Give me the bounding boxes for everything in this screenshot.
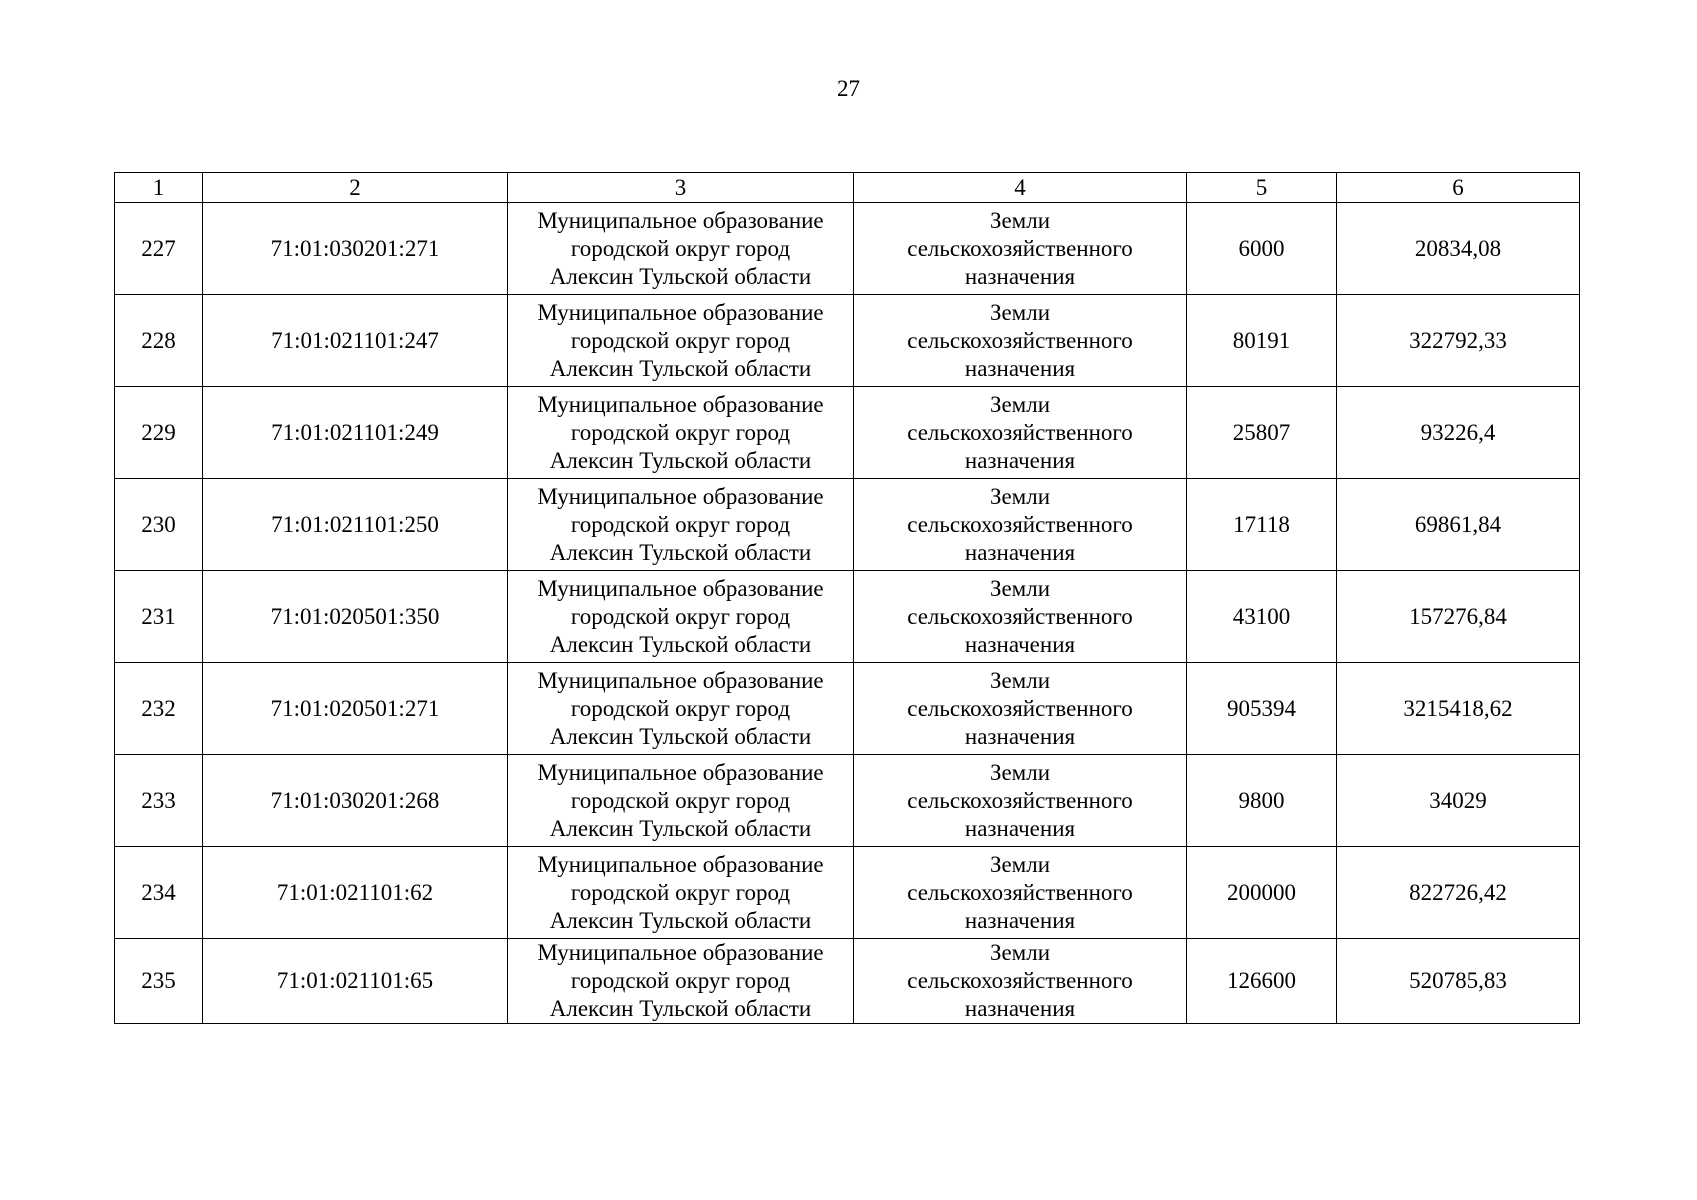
owner: Муниципальное образование городской округ город Алексин Тульской области (508, 571, 854, 663)
column-header: 5 (1187, 173, 1337, 203)
area: 200000 (1187, 847, 1337, 939)
land-category: Земли сельскохозяйственного назначения (854, 939, 1187, 1024)
land-category: Земли сельскохозяйственного назначения (854, 203, 1187, 295)
cadastral-number: 71:01:021101:249 (203, 387, 508, 479)
area: 126600 (1187, 939, 1337, 1024)
row-number: 230 (115, 479, 203, 571)
column-header: 2 (203, 173, 508, 203)
table-row (115, 203, 1580, 295)
cadastral-value: 69861,84 (1337, 479, 1580, 571)
row-number: 228 (115, 295, 203, 387)
row-number: 231 (115, 571, 203, 663)
table-header-row (115, 173, 1580, 203)
owner: Муниципальное образование городской округ город Алексин Тульской области (508, 663, 854, 755)
cadastral-value: 3215418,62 (1337, 663, 1580, 755)
row-number: 234 (115, 847, 203, 939)
cadastral-value: 157276,84 (1337, 571, 1580, 663)
owner: Муниципальное образование городской округ город Алексин Тульской области (508, 203, 854, 295)
row-number: 229 (115, 387, 203, 479)
table-row (115, 755, 1580, 847)
area: 9800 (1187, 755, 1337, 847)
row-number: 227 (115, 203, 203, 295)
table-row (115, 663, 1580, 755)
cadastral-number: 71:01:021101:62 (203, 847, 508, 939)
cadastral-value: 34029 (1337, 755, 1580, 847)
land-category: Земли сельскохозяйственного назначения (854, 663, 1187, 755)
land-category: Земли сельскохозяйственного назначения (854, 295, 1187, 387)
cadastral-value: 520785,83 (1337, 939, 1580, 1024)
table-row (115, 479, 1580, 571)
area: 17118 (1187, 479, 1337, 571)
table-row (115, 939, 1580, 1024)
page-number: 27 (837, 76, 860, 101)
column-header: 4 (854, 173, 1187, 203)
column-header: 6 (1337, 173, 1580, 203)
table-row (115, 295, 1580, 387)
cadastral-number: 71:01:021101:65 (203, 939, 508, 1024)
owner: Муниципальное образование городской округ город Алексин Тульской области (508, 939, 854, 1024)
owner: Муниципальное образование городской округ город Алексин Тульской области (508, 479, 854, 571)
cadastral-value: 93226,4 (1337, 387, 1580, 479)
owner: Муниципальное образование городской округ город Алексин Тульской области (508, 755, 854, 847)
owner: Муниципальное образование городской округ город Алексин Тульской области (508, 295, 854, 387)
area: 43100 (1187, 571, 1337, 663)
cadastral-value: 822726,42 (1337, 847, 1580, 939)
cadastral-number: 71:01:030201:268 (203, 755, 508, 847)
area: 6000 (1187, 203, 1337, 295)
row-number: 233 (115, 755, 203, 847)
land-category: Земли сельскохозяйственного назначения (854, 571, 1187, 663)
land-category: Земли сельскохозяйственного назначения (854, 847, 1187, 939)
column-header: 3 (508, 173, 854, 203)
land-category: Земли сельскохозяйственного назначения (854, 387, 1187, 479)
area: 25807 (1187, 387, 1337, 479)
column-header: 1 (115, 173, 203, 203)
row-number: 232 (115, 663, 203, 755)
owner: Муниципальное образование городской округ город Алексин Тульской области (508, 847, 854, 939)
cadastral-number: 71:01:020501:271 (203, 663, 508, 755)
table-row (115, 387, 1580, 479)
cadastral-number: 71:01:030201:271 (203, 203, 508, 295)
table-row (115, 571, 1580, 663)
owner: Муниципальное образование городской округ город Алексин Тульской области (508, 387, 854, 479)
cadastral-value: 322792,33 (1337, 295, 1580, 387)
cadastral-number: 71:01:020501:350 (203, 571, 508, 663)
land-category: Земли сельскохозяйственного назначения (854, 479, 1187, 571)
area: 905394 (1187, 663, 1337, 755)
land-plots-table (114, 172, 1580, 1024)
cadastral-number: 71:01:021101:247 (203, 295, 508, 387)
cadastral-number: 71:01:021101:250 (203, 479, 508, 571)
table-row (115, 847, 1580, 939)
cadastral-value: 20834,08 (1337, 203, 1580, 295)
row-number: 235 (115, 939, 203, 1024)
land-category: Земли сельскохозяйственного назначения (854, 755, 1187, 847)
area: 80191 (1187, 295, 1337, 387)
